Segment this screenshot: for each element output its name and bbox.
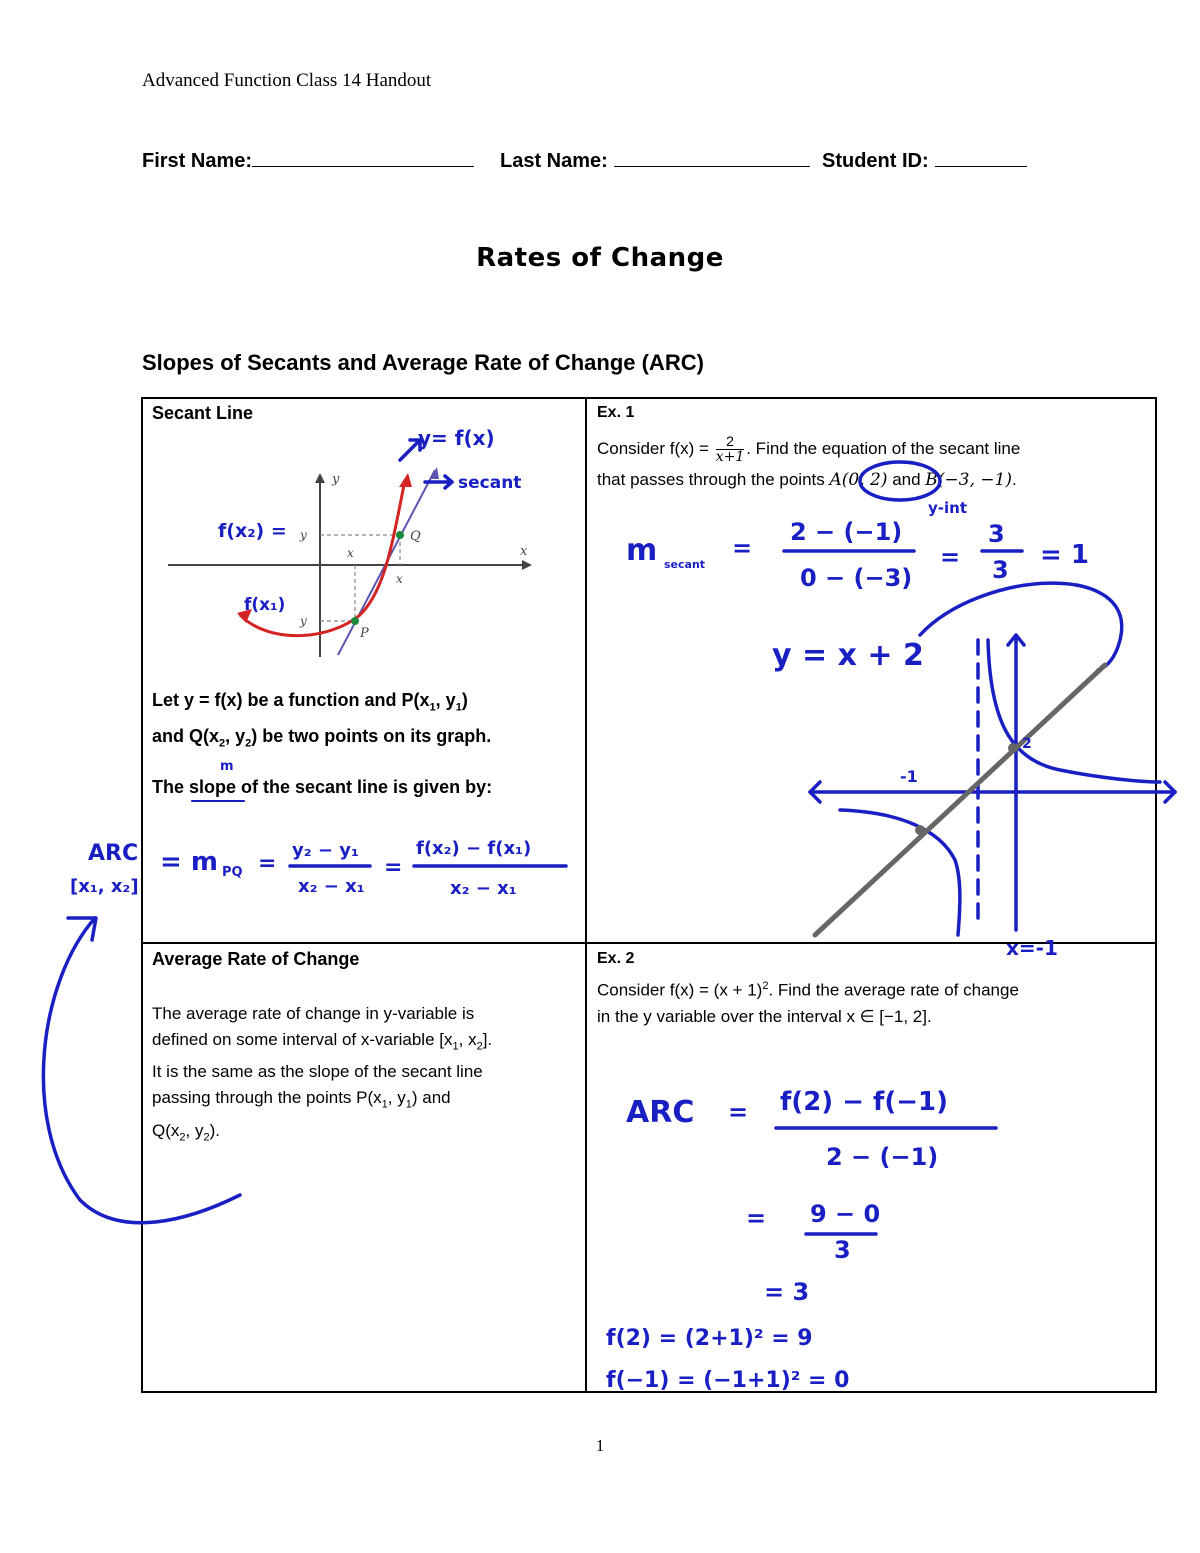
hw-ex2-arc: ARC xyxy=(626,1095,695,1130)
label-x2: x xyxy=(396,572,403,586)
hw-arc-left: ARC xyxy=(88,841,139,866)
ex1-problem: Consider f(x) = $\frac{2}{x+1}$ . Find the equation of the secant line that passes through the points A(0, 2) and B(−3, −1). xyxy=(597,433,1021,490)
course-header: Advanced Function Class 14 Handout xyxy=(142,70,432,91)
hw-ex1-den: 0 − (−3) xyxy=(800,564,913,592)
secant-figure xyxy=(160,465,540,665)
hw-y-eq-fx: y= f(x) xyxy=(418,426,495,450)
hw-ex1-m-sub: secant xyxy=(664,558,706,571)
hw-ex2-num2: 9 − 0 xyxy=(810,1200,881,1228)
hw-arc-interval: [x₁, x₂] xyxy=(70,876,139,897)
hw-ex2-f2: f(2) = (2+1)² = 9 xyxy=(606,1326,813,1351)
hw-ex1-eq2: = xyxy=(940,543,961,571)
point-p xyxy=(351,617,359,625)
hw-formula-eq2: = xyxy=(384,855,403,880)
hw-asym-label: x=-1 xyxy=(1006,936,1058,960)
first-name-blank[interactable] xyxy=(252,148,474,167)
hw-ex2-eq2: = xyxy=(746,1204,767,1232)
page-title: Rates of Change xyxy=(476,243,724,273)
hw-ex2-num: f(2) − f(−1) xyxy=(780,1087,949,1117)
student-id-field[interactable] xyxy=(822,148,1027,173)
secant-definition: Let y = f(x) be a function and $P(x_1$, $y_1$) and $Q(x_2$, $y_2$) be two points on its graph. xyxy=(152,690,492,750)
hw-m-small: m xyxy=(220,759,234,774)
hw-ex1-num: 2 − (−1) xyxy=(790,518,903,546)
ex2-problem: Consider $f(x) = (x + 1)^2$. Find the average rate of change in the y variable over the interval x ∈ [−1, 2]. xyxy=(597,980,1019,1026)
hw-ex1-frac2-den: 3 xyxy=(992,556,1009,584)
function-curve xyxy=(240,480,405,636)
arc-definition: The average rate of change in y-variable is defined on some interval of x-variable [$x_1$, $x_2$]. It is the same as the slope of the secant line passing through the points $P(x_1$, $y_1$) and $Q(x_2$, $y_2$). xyxy=(152,1004,493,1144)
hw-curved-arrow-head-icon xyxy=(68,918,96,940)
hw-ex2-den: 2 − (−1) xyxy=(826,1143,939,1171)
label-y-axis: y xyxy=(332,472,340,487)
hw-formula-eq1: = xyxy=(258,851,277,876)
hw-formula-m: = m xyxy=(160,847,218,877)
hw-label-neg1: -1 xyxy=(900,767,918,786)
hw-ex2-den2: 3 xyxy=(834,1236,851,1264)
last-name-field[interactable] xyxy=(500,148,810,173)
hw-ex1-m: m xyxy=(626,533,658,568)
hw-yint: y-int xyxy=(928,499,967,517)
last-name-blank[interactable] xyxy=(614,148,810,167)
hw-formula-num1: y₂ − y₁ xyxy=(292,840,359,861)
first-name-label: First Name: xyxy=(142,150,253,172)
student-id-blank[interactable] xyxy=(935,148,1027,167)
label-x1: x xyxy=(347,546,354,560)
hw-ex1-eq: = xyxy=(732,534,753,562)
table-divider-horizontal xyxy=(141,942,1157,944)
hw-formula-den1: x₂ − x₁ xyxy=(298,876,365,897)
curve-arrow-icon xyxy=(399,473,412,487)
label-x-axis: x xyxy=(520,544,528,559)
label-p: P xyxy=(360,626,369,641)
hw-secant: secant xyxy=(458,473,522,493)
table-divider-vertical xyxy=(585,397,587,1393)
hw-ex1-frac2-num: 3 xyxy=(988,520,1005,548)
point-q xyxy=(396,531,404,539)
hw-f-x2: f(x₂) = xyxy=(218,520,287,542)
hw-ex1-line: y = x + 2 xyxy=(772,638,924,673)
hw-ex1-result: = 1 xyxy=(1040,540,1089,570)
hw-formula-den2: x₂ − x₁ xyxy=(450,878,517,899)
last-name-label: Last Name: xyxy=(500,150,608,172)
ex1-fraction: $\frac{2}{x+1}$ xyxy=(715,433,745,465)
hw-ex2-result: = 3 xyxy=(764,1278,810,1306)
arc-heading: Average Rate of Change xyxy=(152,949,360,969)
hw-label-2: 2 xyxy=(1022,736,1032,752)
first-name-field[interactable] xyxy=(142,148,474,173)
secant-arrow-icon xyxy=(430,467,439,479)
label-y2: y xyxy=(300,528,307,542)
hw-ex2-eq: = xyxy=(728,1098,749,1126)
hw-formula-sub: PQ xyxy=(222,865,243,880)
secant-slope-text: The slope of the secant line is given by: xyxy=(152,777,493,797)
label-y1: y xyxy=(300,614,307,628)
label-q: Q xyxy=(410,529,421,544)
page-number: 1 xyxy=(595,1436,605,1455)
ex1-label: Ex. 1 xyxy=(597,404,635,421)
ex2-label: Ex. 2 xyxy=(597,950,635,967)
x-axis-arrow-icon xyxy=(522,560,532,570)
y-axis-arrow-icon xyxy=(315,473,325,483)
hw-formula-num2: f(x₂) − f(x₁) xyxy=(416,838,532,859)
student-id-label: Student ID: xyxy=(822,150,929,172)
hw-ex2-fm1: f(−1) = (−1+1)² = 0 xyxy=(606,1368,850,1393)
hw-f-x1: f(x₁) xyxy=(244,595,286,615)
section-heading: Slopes of Secants and Average Rate of Change (ARC) xyxy=(142,350,704,375)
secant-heading: Secant Line xyxy=(152,403,254,423)
